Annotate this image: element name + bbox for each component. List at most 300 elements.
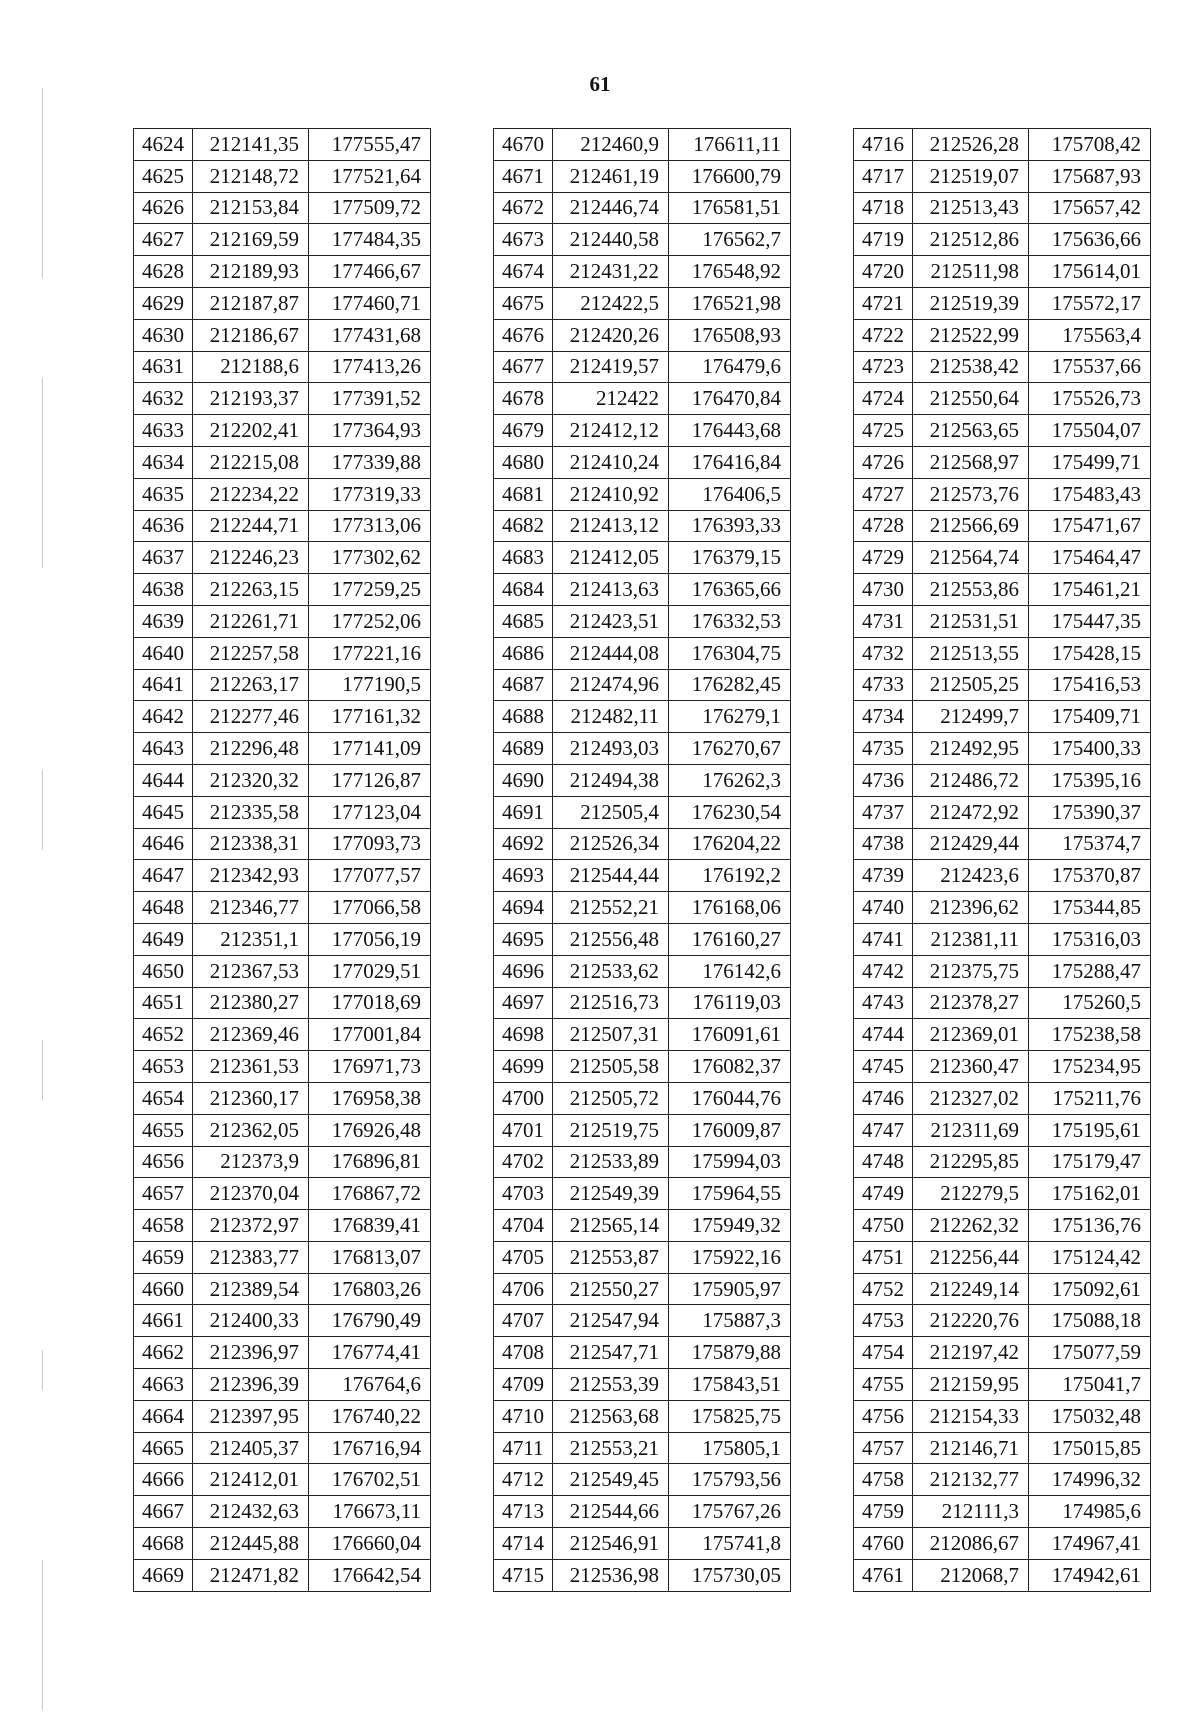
x-coordinate-cell: 212383,77 (193, 1241, 309, 1273)
table-row (494, 574, 791, 606)
point-number-cell: 4711 (494, 1432, 553, 1464)
y-coordinate-cell: 176365,66 (669, 574, 791, 606)
table-row (134, 1241, 431, 1273)
table-row (854, 1559, 1151, 1591)
x-coordinate-cell: 212547,71 (553, 1337, 669, 1369)
y-coordinate-cell: 174942,61 (1029, 1559, 1151, 1591)
y-coordinate-cell: 177313,06 (309, 510, 431, 542)
x-coordinate-cell: 212244,71 (193, 510, 309, 542)
point-number-cell: 4754 (854, 1337, 913, 1369)
point-number-cell: 4731 (854, 605, 913, 637)
x-coordinate-cell: 212327,02 (913, 1082, 1029, 1114)
table-row (854, 987, 1151, 1019)
x-coordinate-cell: 212553,39 (553, 1369, 669, 1401)
x-coordinate-cell: 212546,91 (553, 1528, 669, 1560)
table-row (134, 637, 431, 669)
point-number-cell: 4722 (854, 319, 913, 351)
y-coordinate-cell: 175234,95 (1029, 1051, 1151, 1083)
table-row (494, 287, 791, 319)
y-coordinate-cell: 176443,68 (669, 415, 791, 447)
y-coordinate-cell: 176660,04 (309, 1528, 431, 1560)
table-row (134, 446, 431, 478)
table-row (494, 1337, 791, 1369)
x-coordinate-cell: 212335,58 (193, 796, 309, 828)
x-coordinate-cell: 212422 (553, 383, 669, 415)
x-coordinate-cell: 212351,1 (193, 923, 309, 955)
table-row (494, 1178, 791, 1210)
x-coordinate-cell: 212553,21 (553, 1432, 669, 1464)
x-coordinate-cell: 212519,07 (913, 160, 1029, 192)
x-coordinate-cell: 212565,14 (553, 1210, 669, 1242)
point-number-cell: 4721 (854, 287, 913, 319)
x-coordinate-cell: 212296,48 (193, 733, 309, 765)
point-number-cell: 4676 (494, 319, 553, 351)
x-coordinate-cell: 212360,47 (913, 1051, 1029, 1083)
point-number-cell: 4708 (494, 1337, 553, 1369)
x-coordinate-cell: 212423,6 (913, 860, 1029, 892)
table-row (494, 1210, 791, 1242)
y-coordinate-cell: 175843,51 (669, 1369, 791, 1401)
x-coordinate-cell: 212429,44 (913, 828, 1029, 860)
y-coordinate-cell: 177509,72 (309, 192, 431, 224)
table-row (494, 478, 791, 510)
x-coordinate-cell: 212396,39 (193, 1369, 309, 1401)
x-coordinate-cell: 212553,86 (913, 574, 1029, 606)
y-coordinate-cell: 176839,41 (309, 1210, 431, 1242)
x-coordinate-cell: 212361,53 (193, 1051, 309, 1083)
y-coordinate-cell: 176642,54 (309, 1559, 431, 1591)
x-coordinate-cell: 212370,04 (193, 1178, 309, 1210)
x-coordinate-cell: 212422,5 (553, 287, 669, 319)
x-coordinate-cell: 212189,93 (193, 256, 309, 288)
table-row (854, 669, 1151, 701)
x-coordinate-cell: 212461,19 (553, 160, 669, 192)
x-coordinate-cell: 212249,14 (913, 1273, 1029, 1305)
x-coordinate-cell: 212505,4 (553, 796, 669, 828)
table-row (134, 1559, 431, 1591)
point-number-cell: 4705 (494, 1241, 553, 1273)
table-row (494, 860, 791, 892)
y-coordinate-cell: 177029,51 (309, 955, 431, 987)
y-coordinate-cell: 175825,75 (669, 1400, 791, 1432)
y-coordinate-cell: 176521,98 (669, 287, 791, 319)
table-row (854, 256, 1151, 288)
table-row (494, 510, 791, 542)
table-row (494, 1146, 791, 1178)
x-coordinate-cell: 212360,17 (193, 1082, 309, 1114)
point-number-cell: 4738 (854, 828, 913, 860)
table-row (134, 129, 431, 161)
point-number-cell: 4637 (134, 542, 193, 574)
point-number-cell: 4698 (494, 1019, 553, 1051)
point-number-cell: 4746 (854, 1082, 913, 1114)
x-coordinate-cell: 212563,68 (553, 1400, 669, 1432)
x-coordinate-cell: 212511,98 (913, 256, 1029, 288)
x-coordinate-cell: 212550,27 (553, 1273, 669, 1305)
y-coordinate-cell: 177460,71 (309, 287, 431, 319)
point-number-cell: 4644 (134, 764, 193, 796)
table-row (134, 764, 431, 796)
y-coordinate-cell: 175088,18 (1029, 1305, 1151, 1337)
y-coordinate-cell: 177093,73 (309, 828, 431, 860)
x-coordinate-cell: 212412,01 (193, 1464, 309, 1496)
x-coordinate-cell: 212256,44 (913, 1241, 1029, 1273)
x-coordinate-cell: 212068,7 (913, 1559, 1029, 1591)
table-row (494, 383, 791, 415)
y-coordinate-cell: 176304,75 (669, 637, 791, 669)
y-coordinate-cell: 176192,2 (669, 860, 791, 892)
y-coordinate-cell: 175211,76 (1029, 1082, 1151, 1114)
table-row (134, 574, 431, 606)
x-coordinate-cell: 212375,75 (913, 955, 1029, 987)
margin-rule (42, 1350, 43, 1390)
y-coordinate-cell: 175179,47 (1029, 1146, 1151, 1178)
y-coordinate-cell: 176332,53 (669, 605, 791, 637)
table-row (854, 923, 1151, 955)
x-coordinate-cell: 212412,12 (553, 415, 669, 447)
y-coordinate-cell: 175741,8 (669, 1528, 791, 1560)
x-coordinate-cell: 212413,63 (553, 574, 669, 606)
y-coordinate-cell: 175260,5 (1029, 987, 1151, 1019)
y-coordinate-cell: 174985,6 (1029, 1496, 1151, 1528)
table-row (134, 733, 431, 765)
y-coordinate-cell: 176611,11 (669, 129, 791, 161)
table-row (134, 1369, 431, 1401)
point-number-cell: 4758 (854, 1464, 913, 1496)
point-number-cell: 4744 (854, 1019, 913, 1051)
y-coordinate-cell: 175136,76 (1029, 1210, 1151, 1242)
x-coordinate-cell: 212533,89 (553, 1146, 669, 1178)
x-coordinate-cell: 212132,77 (913, 1464, 1029, 1496)
point-number-cell: 4734 (854, 701, 913, 733)
point-number-cell: 4667 (134, 1496, 193, 1528)
x-coordinate-cell: 212234,22 (193, 478, 309, 510)
point-number-cell: 4636 (134, 510, 193, 542)
table-row (494, 1432, 791, 1464)
x-coordinate-cell: 212549,39 (553, 1178, 669, 1210)
y-coordinate-cell: 176562,7 (669, 224, 791, 256)
y-coordinate-cell: 175793,56 (669, 1464, 791, 1496)
x-coordinate-cell: 212505,72 (553, 1082, 669, 1114)
point-number-cell: 4660 (134, 1273, 193, 1305)
x-coordinate-cell: 212513,43 (913, 192, 1029, 224)
point-number-cell: 4745 (854, 1051, 913, 1083)
y-coordinate-cell: 175471,67 (1029, 510, 1151, 542)
point-number-cell: 4663 (134, 1369, 193, 1401)
y-coordinate-cell: 176082,37 (669, 1051, 791, 1083)
point-number-cell: 4714 (494, 1528, 553, 1560)
y-coordinate-cell: 175504,07 (1029, 415, 1151, 447)
x-coordinate-cell: 212507,31 (553, 1019, 669, 1051)
table-row (854, 1178, 1151, 1210)
point-number-cell: 4670 (494, 129, 553, 161)
table-row (854, 1464, 1151, 1496)
table-row (494, 192, 791, 224)
point-number-cell: 4720 (854, 256, 913, 288)
table-row (134, 1146, 431, 1178)
point-number-cell: 4752 (854, 1273, 913, 1305)
table-row (854, 478, 1151, 510)
table-row (134, 1337, 431, 1369)
point-number-cell: 4677 (494, 351, 553, 383)
table-row (134, 669, 431, 701)
table-row (134, 1528, 431, 1560)
y-coordinate-cell: 176279,1 (669, 701, 791, 733)
point-number-cell: 4730 (854, 574, 913, 606)
point-number-cell: 4757 (854, 1432, 913, 1464)
y-coordinate-cell: 176813,07 (309, 1241, 431, 1273)
y-coordinate-cell: 176581,51 (669, 192, 791, 224)
point-number-cell: 4649 (134, 923, 193, 955)
point-number-cell: 4753 (854, 1305, 913, 1337)
x-coordinate-cell: 212148,72 (193, 160, 309, 192)
point-number-cell: 4701 (494, 1114, 553, 1146)
x-coordinate-cell: 212444,08 (553, 637, 669, 669)
coordinates-table-1 (133, 128, 431, 1592)
table-row (494, 1082, 791, 1114)
y-coordinate-cell: 176958,38 (309, 1082, 431, 1114)
table-row (494, 1273, 791, 1305)
y-coordinate-cell: 176673,11 (309, 1496, 431, 1528)
x-coordinate-cell: 212526,28 (913, 129, 1029, 161)
table-row (494, 605, 791, 637)
x-coordinate-cell: 212257,58 (193, 637, 309, 669)
point-number-cell: 4679 (494, 415, 553, 447)
table-row (134, 510, 431, 542)
x-coordinate-cell: 212410,92 (553, 478, 669, 510)
table-row (134, 287, 431, 319)
x-coordinate-cell: 212494,38 (553, 764, 669, 796)
y-coordinate-cell: 175416,53 (1029, 669, 1151, 701)
point-number-cell: 4695 (494, 923, 553, 955)
x-coordinate-cell: 212568,97 (913, 446, 1029, 478)
table-row (134, 1496, 431, 1528)
point-number-cell: 4729 (854, 542, 913, 574)
x-coordinate-cell: 212381,11 (913, 923, 1029, 955)
y-coordinate-cell: 176204,22 (669, 828, 791, 860)
point-number-cell: 4709 (494, 1369, 553, 1401)
point-number-cell: 4625 (134, 160, 193, 192)
y-coordinate-cell: 175092,61 (1029, 1273, 1151, 1305)
y-coordinate-cell: 176379,15 (669, 542, 791, 574)
x-coordinate-cell: 212277,46 (193, 701, 309, 733)
y-coordinate-cell: 177141,09 (309, 733, 431, 765)
x-coordinate-cell: 212320,32 (193, 764, 309, 796)
x-coordinate-cell: 212460,9 (553, 129, 669, 161)
point-number-cell: 4759 (854, 1496, 913, 1528)
point-number-cell: 4628 (134, 256, 193, 288)
y-coordinate-cell: 175687,93 (1029, 160, 1151, 192)
table-row (494, 1400, 791, 1432)
x-coordinate-cell: 212547,94 (553, 1305, 669, 1337)
y-coordinate-cell: 175526,73 (1029, 383, 1151, 415)
point-number-cell: 4704 (494, 1210, 553, 1242)
x-coordinate-cell: 212215,08 (193, 446, 309, 478)
point-number-cell: 4630 (134, 319, 193, 351)
table-row (494, 1464, 791, 1496)
x-coordinate-cell: 212397,95 (193, 1400, 309, 1432)
table-row (494, 764, 791, 796)
table-row (854, 510, 1151, 542)
y-coordinate-cell: 176406,5 (669, 478, 791, 510)
table-row (134, 1400, 431, 1432)
x-coordinate-cell: 212492,95 (913, 733, 1029, 765)
x-coordinate-cell: 212566,69 (913, 510, 1029, 542)
point-number-cell: 4733 (854, 669, 913, 701)
x-coordinate-cell: 212556,48 (553, 923, 669, 955)
x-coordinate-cell: 212412,05 (553, 542, 669, 574)
point-number-cell: 4740 (854, 892, 913, 924)
point-number-cell: 4648 (134, 892, 193, 924)
point-number-cell: 4678 (494, 383, 553, 415)
point-number-cell: 4668 (134, 1528, 193, 1560)
point-number-cell: 4639 (134, 605, 193, 637)
point-number-cell: 4654 (134, 1082, 193, 1114)
y-coordinate-cell: 176926,48 (309, 1114, 431, 1146)
table-row (854, 1528, 1151, 1560)
y-coordinate-cell: 175887,3 (669, 1305, 791, 1337)
x-coordinate-cell: 212159,95 (913, 1369, 1029, 1401)
y-coordinate-cell: 175344,85 (1029, 892, 1151, 924)
point-number-cell: 4723 (854, 351, 913, 383)
table-row (134, 542, 431, 574)
table-row (494, 955, 791, 987)
point-number-cell: 4683 (494, 542, 553, 574)
table-row (854, 764, 1151, 796)
table-row (494, 1559, 791, 1591)
table-row (854, 287, 1151, 319)
point-number-cell: 4692 (494, 828, 553, 860)
y-coordinate-cell: 176548,92 (669, 256, 791, 288)
table-row (494, 1369, 791, 1401)
point-number-cell: 4646 (134, 828, 193, 860)
table-row (494, 923, 791, 955)
table-row (494, 701, 791, 733)
x-coordinate-cell: 212440,58 (553, 224, 669, 256)
y-coordinate-cell: 175428,15 (1029, 637, 1151, 669)
x-coordinate-cell: 212505,58 (553, 1051, 669, 1083)
table-row (854, 1051, 1151, 1083)
x-coordinate-cell: 212338,31 (193, 828, 309, 860)
point-number-cell: 4685 (494, 605, 553, 637)
x-coordinate-cell: 212154,33 (913, 1400, 1029, 1432)
x-coordinate-cell: 212261,71 (193, 605, 309, 637)
point-number-cell: 4727 (854, 478, 913, 510)
y-coordinate-cell: 176168,06 (669, 892, 791, 924)
x-coordinate-cell: 212552,21 (553, 892, 669, 924)
point-number-cell: 4687 (494, 669, 553, 701)
point-number-cell: 4732 (854, 637, 913, 669)
x-coordinate-cell: 212413,12 (553, 510, 669, 542)
point-number-cell: 4702 (494, 1146, 553, 1178)
y-coordinate-cell: 175390,37 (1029, 796, 1151, 828)
margin-rule (42, 378, 43, 568)
y-coordinate-cell: 177056,19 (309, 923, 431, 955)
y-coordinate-cell: 175614,01 (1029, 256, 1151, 288)
table-row (494, 446, 791, 478)
y-coordinate-cell: 175879,88 (669, 1337, 791, 1369)
y-coordinate-cell: 177252,06 (309, 605, 431, 637)
y-coordinate-cell: 176119,03 (669, 987, 791, 1019)
y-coordinate-cell: 177259,25 (309, 574, 431, 606)
table-row (854, 446, 1151, 478)
table-row (494, 1051, 791, 1083)
point-number-cell: 4751 (854, 1241, 913, 1273)
x-coordinate-cell: 212263,15 (193, 574, 309, 606)
point-number-cell: 4749 (854, 1178, 913, 1210)
x-coordinate-cell: 212446,74 (553, 192, 669, 224)
point-number-cell: 4693 (494, 860, 553, 892)
point-number-cell: 4706 (494, 1273, 553, 1305)
x-coordinate-cell: 212423,51 (553, 605, 669, 637)
point-number-cell: 4726 (854, 446, 913, 478)
table-row (134, 415, 431, 447)
y-coordinate-cell: 177431,68 (309, 319, 431, 351)
point-number-cell: 4737 (854, 796, 913, 828)
y-coordinate-cell: 177466,67 (309, 256, 431, 288)
y-coordinate-cell: 176803,26 (309, 1273, 431, 1305)
table-row (494, 1019, 791, 1051)
x-coordinate-cell: 212372,97 (193, 1210, 309, 1242)
point-number-cell: 4736 (854, 764, 913, 796)
x-coordinate-cell: 212367,53 (193, 955, 309, 987)
point-number-cell: 4747 (854, 1114, 913, 1146)
table-row (134, 796, 431, 828)
y-coordinate-cell: 175288,47 (1029, 955, 1151, 987)
point-number-cell: 4656 (134, 1146, 193, 1178)
x-coordinate-cell: 212472,92 (913, 796, 1029, 828)
table-row (494, 415, 791, 447)
x-coordinate-cell: 212519,39 (913, 287, 1029, 319)
table-row (134, 1114, 431, 1146)
point-number-cell: 4647 (134, 860, 193, 892)
y-coordinate-cell: 175395,16 (1029, 764, 1151, 796)
y-coordinate-cell: 175400,33 (1029, 733, 1151, 765)
table-row (854, 1114, 1151, 1146)
y-coordinate-cell: 175461,21 (1029, 574, 1151, 606)
x-coordinate-cell: 212544,66 (553, 1496, 669, 1528)
x-coordinate-cell: 212086,67 (913, 1528, 1029, 1560)
x-coordinate-cell: 212544,44 (553, 860, 669, 892)
table-row (134, 256, 431, 288)
table-row (494, 160, 791, 192)
table-row (854, 383, 1151, 415)
point-number-cell: 4715 (494, 1559, 553, 1591)
x-coordinate-cell: 212563,65 (913, 415, 1029, 447)
table-row (134, 605, 431, 637)
x-coordinate-cell: 212141,35 (193, 129, 309, 161)
table-row (854, 1241, 1151, 1273)
table-row (854, 574, 1151, 606)
point-number-cell: 4634 (134, 446, 193, 478)
point-number-cell: 4728 (854, 510, 913, 542)
point-number-cell: 4710 (494, 1400, 553, 1432)
y-coordinate-cell: 176091,61 (669, 1019, 791, 1051)
x-coordinate-cell: 212396,62 (913, 892, 1029, 924)
y-coordinate-cell: 177319,33 (309, 478, 431, 510)
y-coordinate-cell: 176508,93 (669, 319, 791, 351)
table-row (134, 955, 431, 987)
x-coordinate-cell: 212513,55 (913, 637, 1029, 669)
y-coordinate-cell: 175964,55 (669, 1178, 791, 1210)
table-row (134, 1019, 431, 1051)
table-row (854, 319, 1151, 351)
x-coordinate-cell: 212373,9 (193, 1146, 309, 1178)
x-coordinate-cell: 212220,76 (913, 1305, 1029, 1337)
table-row (494, 1114, 791, 1146)
table-row (854, 733, 1151, 765)
margin-rule (42, 88, 43, 278)
